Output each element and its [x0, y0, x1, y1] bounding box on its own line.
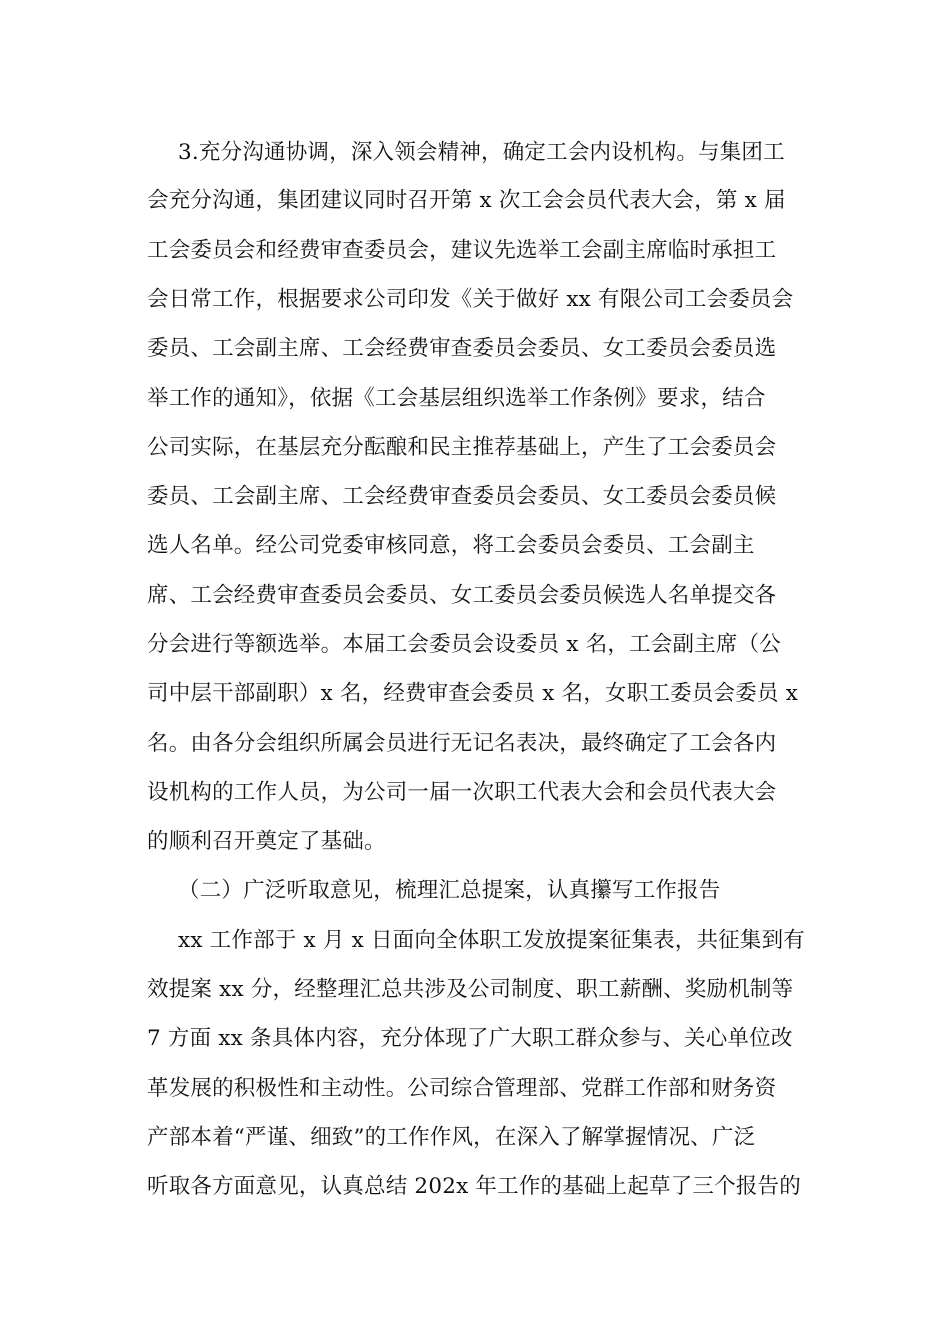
paragraph-3-line-3: 工会委员会和经费审查委员会，建议先选举工会副主席临时承担工: [147, 238, 777, 263]
paragraph-4-line-5: 产部本着“严谨、细致”的工作作风，在深入了解掌握情况、广泛: [147, 1125, 756, 1150]
paragraph-3-line-5: 委员、工会副主席、工会经费审查委员会委员、女工委员会委员选: [147, 336, 777, 361]
paragraph-3-line-15: 的顺利召开奠定了基础。: [147, 829, 386, 854]
section-heading-2: （二）广泛听取意见，梳理汇总提案，认真攥写工作报告: [178, 878, 721, 903]
paragraph-3-line-6: 举工作的通知》，依据《工会基层组织选举工作条例》要求，结合: [147, 386, 766, 411]
paragraph-3-line-10: 席、工会经费审查委员会委员、女工委员会委员候选人名单提交各: [147, 583, 777, 608]
paragraph-3-line-1: 3.充分沟通协调，深入领会精神，确定工会内设机构。与集团工: [178, 140, 785, 165]
paragraph-3-line-4: 会日常工作，根据要求公司印发《关于做好 xx 有限公司工会委员会: [147, 287, 794, 312]
paragraph-3-line-11: 分会进行等额选举。本届工会委员会设委员 x 名，工会副主席（公: [147, 632, 781, 657]
paragraph-4-line-1: xx 工作部于 x 月 x 日面向全体职工发放提案征集表，共征集到有: [178, 928, 805, 953]
paragraph-4-line-6: 听取各方面意见，认真总结 202x 年工作的基础上起草了三个报告的: [147, 1174, 801, 1199]
paragraph-3-line-14: 设机构的工作人员，为公司一届一次职工代表大会和会员代表大会: [147, 780, 777, 805]
paragraph-4-line-2: 效提案 xx 分，经整理汇总共涉及公司制度、职工薪酬、奖励机制等: [147, 977, 794, 1002]
paragraph-3-line-7: 公司实际，在基层充分酝酿和民主推荐基础上，产生了工会委员会: [147, 435, 777, 460]
paragraph-3-line-9: 选人名单。经公司党委审核同意，将工会委员会委员、工会副主: [147, 533, 755, 558]
paragraph-3-line-13: 名。由各分会组织所属会员进行无记名表决，最终确定了工会各内: [147, 731, 777, 756]
paragraph-3-line-8: 委员、工会副主席、工会经费审查委员会委员、女工委员会委员候: [147, 484, 777, 509]
paragraph-3-line-12: 司中层干部副职）x 名，经费审查会委员 x 名，女职工委员会委员 x: [147, 681, 799, 706]
paragraph-4-line-4: 革发展的积极性和主动性。公司综合管理部、党群工作部和财务资: [147, 1076, 777, 1101]
paragraph-3-line-2: 会充分沟通，集团建议同时召开第 x 次工会会员代表大会，第 x 届: [147, 188, 786, 213]
paragraph-4-line-3: 7 方面 xx 条具体内容，充分体现了广大职工群众参与、关心单位改: [147, 1026, 793, 1051]
